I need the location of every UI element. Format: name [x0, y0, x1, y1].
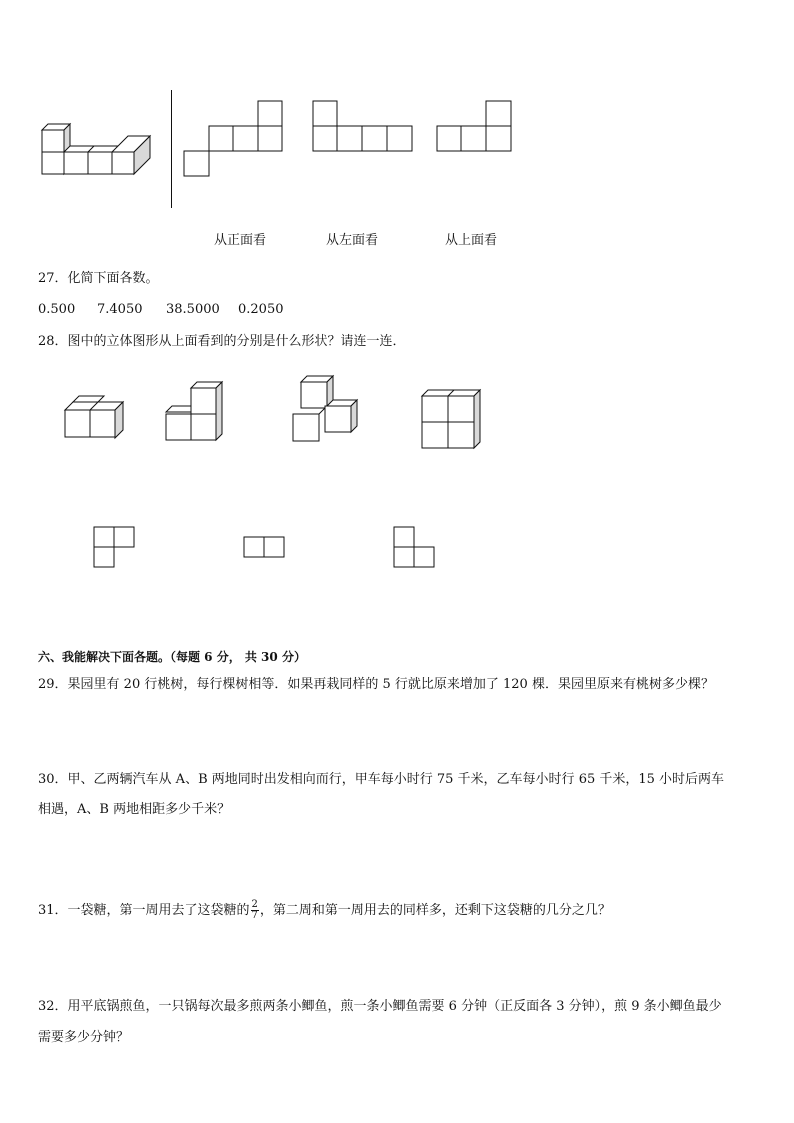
fraction-two-sevenths	[251, 900, 259, 921]
q27-number: 38.5000	[166, 302, 220, 317]
view-grid-left	[311, 100, 415, 154]
view-grid-top	[435, 100, 515, 154]
front-view-label: 从正面看	[214, 233, 267, 248]
q27-number: 7.4050	[97, 302, 143, 317]
q27-number: 0.500	[38, 302, 76, 317]
solid-figure-2	[163, 380, 227, 442]
fraction-numerator: 2	[251, 899, 258, 910]
solid-figure-4	[419, 386, 485, 450]
top-view-label: 从上面看	[445, 233, 498, 248]
top-view-shape-a[interactable]	[92, 525, 138, 569]
left-view-label: 从左面看	[326, 233, 379, 248]
question-31-before: 31．一袋糖，第一周用去了这袋糖的	[38, 903, 250, 918]
cube-solid-figure	[38, 122, 156, 182]
question-30-line-2: 相遇，A、B 两地相距多少千米？	[38, 802, 231, 817]
view-grid-front	[183, 100, 285, 178]
top-view-shape-c[interactable]	[392, 525, 438, 569]
question-29: 29．果园里有 20 行桃树，每行棵树相等．如果再栽同样的 5 行就比原来增加了 120 棵．果园里原来有桃树多少棵？	[38, 677, 714, 692]
section-6-heading: 六、我能解决下面各题。（每题 6 分， 共 30 分）	[38, 650, 306, 664]
top-view-shape-b[interactable]	[242, 535, 288, 559]
q27-number: 0.2050	[238, 302, 284, 317]
divider-line	[171, 90, 172, 208]
solid-figure-1	[62, 392, 128, 440]
question-32-line-2: 需要多少分钟？	[38, 1030, 130, 1045]
question-32-line-1: 32．用平底锅煎鱼，一只锅每次最多煎两条小鲫鱼，煎一条小鲫鱼需要 6 分钟（正反面各 3 分钟），煎 9 条小鲫鱼最少	[38, 999, 722, 1014]
question-31	[38, 897, 611, 925]
question-31-after: ，第二周和第一周用去的同样多，还剩下这袋糖的几分之几？	[259, 903, 611, 918]
solid-figure-3	[289, 374, 363, 444]
question-28-stem: 28．图中的立体图形从上面看到的分别是什么形状？请连一连．	[38, 334, 406, 349]
question-27-stem: 27．化简下面各数。	[38, 271, 159, 286]
fraction-denominator: 7	[251, 910, 258, 921]
question-30-line-1: 30．甲、乙两辆汽车从 A、B 两地同时出发相向而行，甲车每小时行 75 千米，乙车每小时行 65 千米，15 小时后两车	[38, 772, 725, 787]
